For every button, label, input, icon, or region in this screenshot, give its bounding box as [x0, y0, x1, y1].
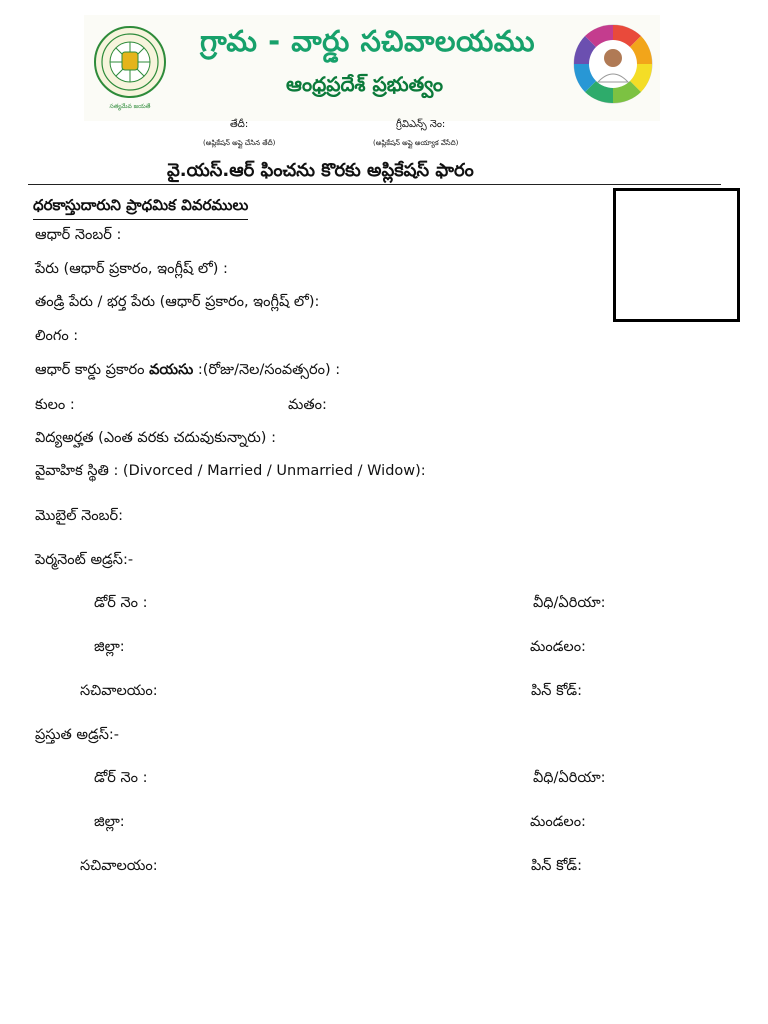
ap-government-emblem-icon [92, 22, 168, 114]
name-field: పేరు (ఆధార్ ప్రకారం, ఇంగ్లీష్ లో) : [35, 261, 228, 277]
caste-field: కులం : [35, 397, 75, 413]
age-field-bold: వయసు [149, 362, 194, 378]
photo-box [613, 188, 740, 322]
present-secretariat: సచివాలయం: [80, 858, 158, 874]
form-title: వై.యస్.ఆర్ ఫించను కొరకు అప్లికేషస్ ఫారం [167, 160, 474, 181]
religion-field: మతం: [288, 397, 327, 413]
age-field [35, 362, 340, 382]
mobile-number-field: మొబైల్ నెంబర్: [35, 508, 124, 524]
present-address-heading: ప్రస్తుత అడ్రస్:- [35, 727, 120, 743]
title-divider [28, 184, 721, 185]
grievance-number-hint: (అప్లికేషన్ అప్లై అయ్యాక వేసేది) [373, 139, 459, 147]
age-field-suffix: :(రోజు/నెల/సంవత్సరం) : [193, 362, 341, 378]
org-title: గ్రామ - వార్డు సచివాలయము [200, 24, 535, 58]
date-hint: (అప్లికేషన్ అప్లై చేసిన తేదీ) [203, 139, 276, 147]
grievance-number-label: గ్రీవిఎన్స్ నెం: [396, 119, 446, 130]
date-label: తేదీ: [230, 119, 249, 130]
age-field-prefix: ఆధార్ కార్డు ప్రకారం [35, 362, 150, 378]
gender-field: లింగం : [35, 328, 79, 344]
present-mandal: మండలం: [530, 814, 586, 830]
section-heading: ధరకాస్తుదారుని ప్రాధమిక వివరములు [33, 196, 248, 220]
marital-status-field: వైవాహిక స్థితి : (Divorced / Married / Unmarried / Widow): [35, 463, 426, 479]
father-spouse-name-field: తండ్రి పేరు / భర్త పేరు (ఆధార్ ప్రకారం, ఇంగ్లీష్ లో): [35, 294, 320, 310]
education-field: విద్యఅర్హత (ఎంత వరకు చదువుకున్నారు) : [35, 430, 276, 446]
emblem-motto: సత్యమేవ జయతే [109, 103, 151, 110]
permanent-address-heading: పెర్మనెంట్ అడ్రస్:- [35, 552, 134, 568]
permanent-door-number: డోర్ నెం : [94, 595, 148, 611]
present-door-number: డోర్ నెం : [94, 770, 148, 786]
navaratnalu-wheel-icon [573, 24, 653, 104]
permanent-mandal: మండలం: [530, 639, 586, 655]
permanent-street: వీధి/ఏరియా: [533, 595, 606, 611]
present-street: వీధి/ఏరియా: [533, 770, 606, 786]
gov-subtitle: ఆంధ్రప్రదేశ్ ప్రభుత్వం [286, 72, 443, 96]
aadhaar-number-field: ఆధార్ నెంబర్ : [35, 227, 122, 243]
permanent-secretariat: సచివాలయం: [80, 683, 158, 699]
present-district: జిల్లా: [94, 814, 125, 830]
present-pincode: పిన్ కోడ్: [531, 858, 582, 874]
permanent-district: జిల్లా: [94, 639, 125, 655]
permanent-pincode: పిన్ కోడ్: [531, 683, 582, 699]
